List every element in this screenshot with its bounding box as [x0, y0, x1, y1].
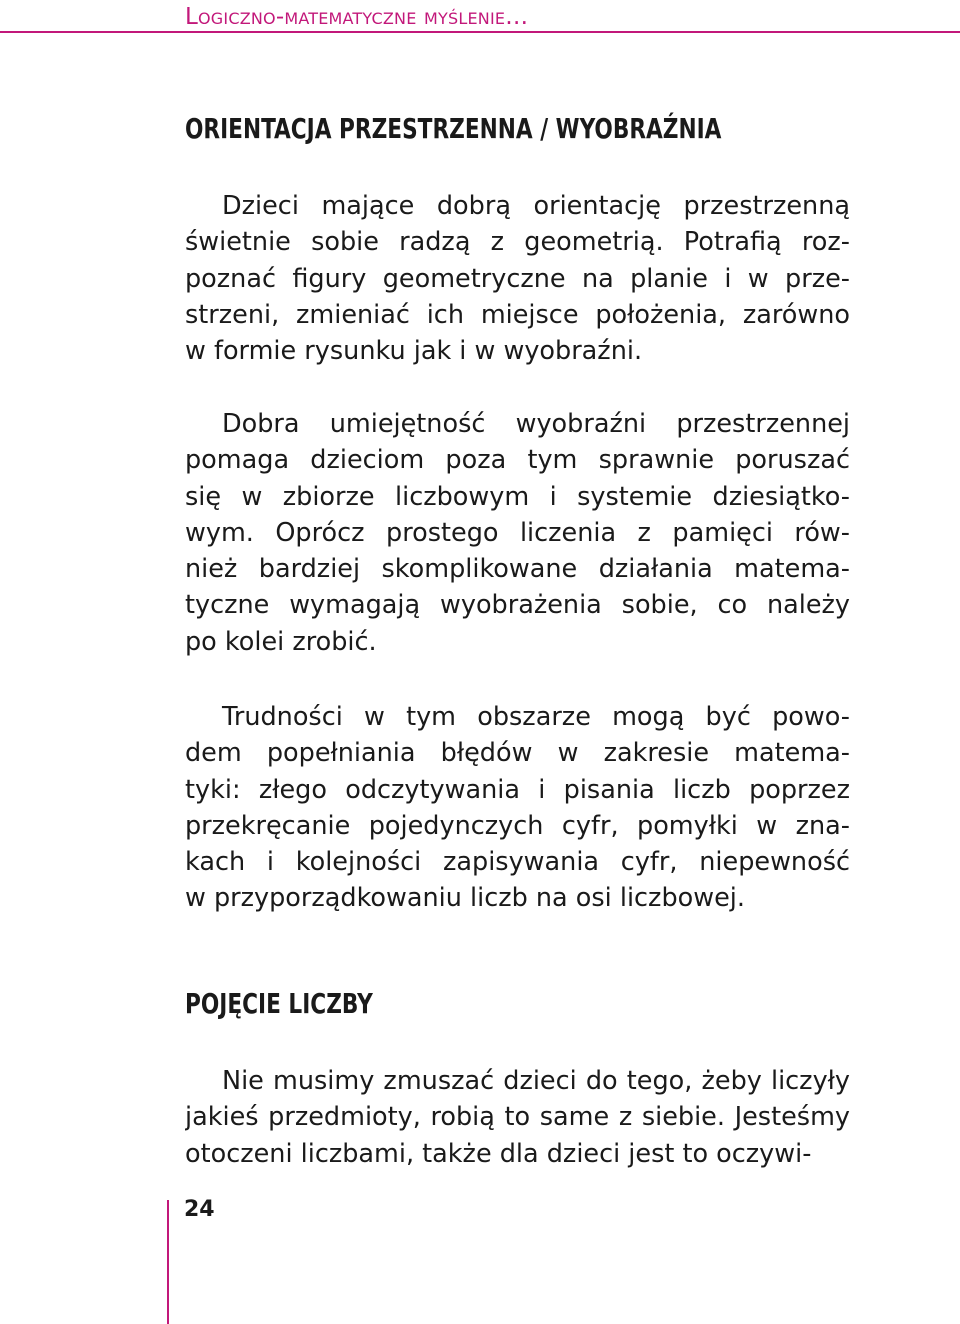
- text-line: się w zbiorze liczbowym i systemie dziesiątko-: [185, 481, 850, 512]
- text-line: świetnie sobie radzą z geometrią. Potrafią roz-: [185, 227, 850, 258]
- text-line: w formie rysunku jak i w wyobraźni.: [185, 336, 643, 367]
- paragraph-spatial-imagination: [185, 406, 850, 660]
- text-line: przekręcanie pojedynczych cyfr, pomyłki w zna-: [185, 810, 850, 841]
- paragraph-orientation-intro: [185, 188, 850, 369]
- text-line: Trudności w tym obszarze mogą być powo-: [222, 702, 850, 732]
- page-number-rule: [167, 1200, 169, 1324]
- text-line: tyki: złego odczytywania i pisania liczb poprzez: [185, 774, 850, 805]
- text-line: tyczne wymagają wyobrażenia sobie, co należy: [185, 590, 850, 621]
- paragraph-difficulties: [185, 699, 850, 917]
- text-line: nież bardziej skomplikowane działania matema-: [185, 554, 850, 585]
- page-number: 24: [184, 1197, 215, 1222]
- text-line: dem popełniania błędów w zakresie matema-: [185, 738, 850, 769]
- text-line: poznać figury geometryczne na planie i w prze-: [185, 263, 850, 294]
- section-heading-number-concept: POJĘCIE LICZBY: [185, 987, 373, 1020]
- text-line: wym. Oprócz prostego liczenia z pamięci rów-: [185, 517, 850, 548]
- text-line: otoczeni liczbami, także dla dzieci jest to oczywi-: [185, 1138, 812, 1169]
- text-line: Nie musimy zmuszać dzieci do tego, żeby liczyły: [222, 1066, 850, 1096]
- text-line: w przyporządkowaniu liczb na osi liczbowej.: [185, 883, 745, 914]
- text-line: Dzieci mające dobrą orientację przestrzenną: [222, 191, 850, 221]
- text-line: kach i kolejności zapisywania cyfr, niepewność: [185, 847, 850, 878]
- text-line: po kolei zrobić.: [185, 626, 377, 657]
- running-header: Logiczno-matematyczne myślenie…: [185, 4, 529, 30]
- text-line: Dobra umiejętność wyobraźni przestrzennej: [222, 409, 850, 439]
- text-line: jakieś przedmioty, robią to same z siebie. Jesteśmy: [185, 1102, 850, 1133]
- text-line: pomaga dzieciom poza tym sprawnie poruszać: [185, 445, 850, 476]
- header-rule: [0, 31, 960, 33]
- paragraph-number-concept: [185, 1063, 850, 1172]
- text-line: strzeni, zmieniać ich miejsce położenia, zarówno: [185, 299, 850, 330]
- section-heading-orientation: ORIENTACJA PRZESTRZENNA / WYOBRAŹNIA: [185, 112, 722, 145]
